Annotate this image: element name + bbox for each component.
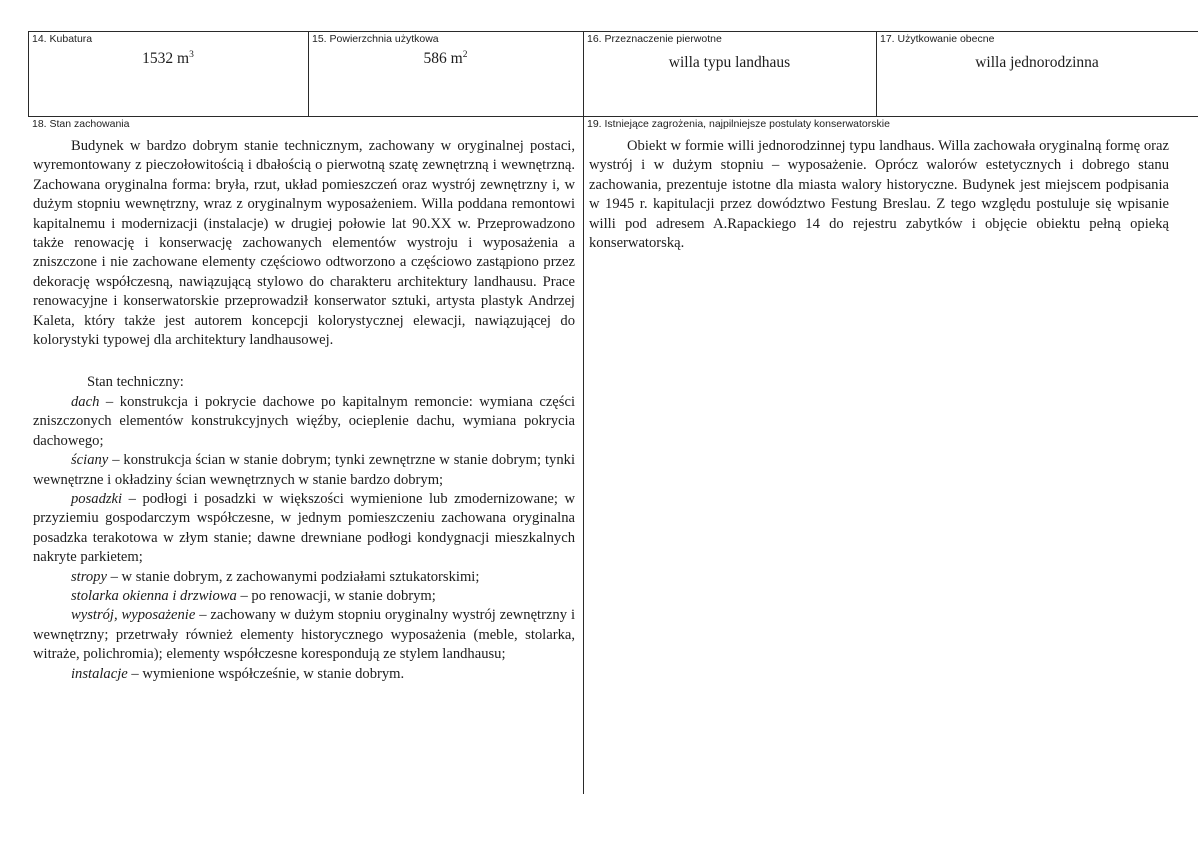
tech-item-stropy: stropy – w stanie dobrym, z zachowanymi podziałami sztukatorskimi; <box>71 568 480 585</box>
powierzchnia-unit-exponent: 2 <box>462 50 468 60</box>
zagrozenia-paragraph: Obiekt w formie willi jednorodzinnej typu landhaus. Willa zachowała oryginalną formę oraz wystrój i w dużym stopniu – wyposażenie. Oprócz walorów estetycznych i dobrego stanu zachowania, prezentuje istotne dla miasta walory historyczne. Budynek jest miejscem podpisania w 1945 r. kapitulacji przez dowództwo Festung Breslau. Z tego względu postuluje się wpisanie willi pod adresem A.Rapackiego 14 do rejestru zabytków i objęcie obiektu pełną opieką konserwatorską. <box>589 138 1169 252</box>
powierzchnia-label: 15. Powierzchnia użytkowa <box>312 33 439 45</box>
zagrozenia-text <box>589 137 1169 253</box>
kubatura-unit-exponent: 3 <box>189 50 194 60</box>
col-divider-3 <box>876 31 877 117</box>
row-divider <box>28 116 1198 117</box>
left-border <box>28 31 29 117</box>
stan-zachowania-text <box>33 137 575 684</box>
tech-item-sciany: ściany – konstrukcja ścian w stanie dobrym; tynki zewnętrzne w stanie dobrym; tynki wewnętrzne i okładziny ścian wewnętrznych w stanie bardzo dobrym; <box>33 452 575 488</box>
powierzchnia-number: 586 m <box>423 50 463 68</box>
kubatura-label: 14. Kubatura <box>32 33 93 45</box>
paragraph-gap <box>33 350 575 373</box>
tech-item-posadzki: posadzki – podłogi i posadzki w większości wymienione lub zmodernizowane; w przyziemiu gospodarczym współczesne, w jednym pomieszczeniu zachowana oryginalna posadzka terakotowa w złym stanie; dawne drewniane podłogi kondygnacji mieszkalnych nakryte parkietem; <box>33 490 575 566</box>
przeznaczenie-value: willa typu landhaus <box>668 54 791 71</box>
uzytkowanie-label: 17. Użytkowanie obecne <box>880 33 995 45</box>
tech-item-wystroj: wystrój, wyposażenie – zachowany w dużym stopniu oryginalny wystrój zewnętrzny i wewnętrzny; przetrwały również elementy historycznego wyposażenia (meble, stolarka, witraże, polichromia); elementy współczesne korespondują ze stylem landhausu; <box>33 607 575 663</box>
powierzchnia-value <box>308 50 583 68</box>
przeznaczenie-label: 16. Przeznaczenie pierwotne <box>587 33 722 45</box>
zagrozenia-label: 19. Istniejące zagrożenia, najpilniejsze postulaty konserwatorskie <box>587 118 890 130</box>
col-divider-1 <box>308 31 309 117</box>
tech-item-instalacje: instalacje – wymienione współcześnie, w stanie dobrym. <box>71 665 405 682</box>
stan-zachowania-label: 18. Stan zachowania <box>32 118 130 130</box>
kubatura-number: 1532 m <box>142 50 190 68</box>
stan-intro: Budynek w bardzo dobrym stanie technicznym, zachowany w oryginalnej postaci, wyremontowany z pieczołowitością i dbałością o pierwotną szatę zewnętrzną i wewnętrzną. Zachowana oryginalna forma: bryła, rzut, układ pomieszczeń oraz wystrój zewnętrzny i, w dużym stopniu wewnętrzny, wraz z oryginalnym wyposażeniem. Willa poddana remontowi kapitalnemu i modernizacji (instalacje) w drugiej połowie lat 90.XX w. Przeprowadzono także renowację i konserwację zachowanych elementów wystroju i wyposażenia a zniszczone i nie zachowane elementy częściowo odtworzono a częściowo zastąpiono przez dekorację współczesną, nawiązującą stylowo do charakteru architektury landhausu. Prace renowacyjne i konserwatorskie przeprowadził konserwator sztuki, artysta plastyk Andrzej Kaleta, który także jest autorem koncepcji kolorystycznej elewacji, nawiązującej do kolorystyki typowej dla architektury landhausowej. <box>33 138 575 349</box>
uzytkowanie-value: willa jednorodzinna <box>975 54 1099 71</box>
top-border <box>28 31 1198 32</box>
kubatura-value <box>28 50 308 68</box>
tech-item-stolarka: stolarka okienna i drzwiowa – po renowacji, w stanie dobrym; <box>71 587 436 604</box>
tech-heading: Stan techniczny: <box>87 374 184 391</box>
col-divider-2 <box>583 31 584 794</box>
tech-item-dach: dach – konstrukcja i pokrycie dachowe po kapitalnym remoncie: wymiana części zniszczonych elementów konstrukcyjnych więźby, ocieplenie dachu, wymiana pokrycia dachowego; <box>33 393 575 449</box>
